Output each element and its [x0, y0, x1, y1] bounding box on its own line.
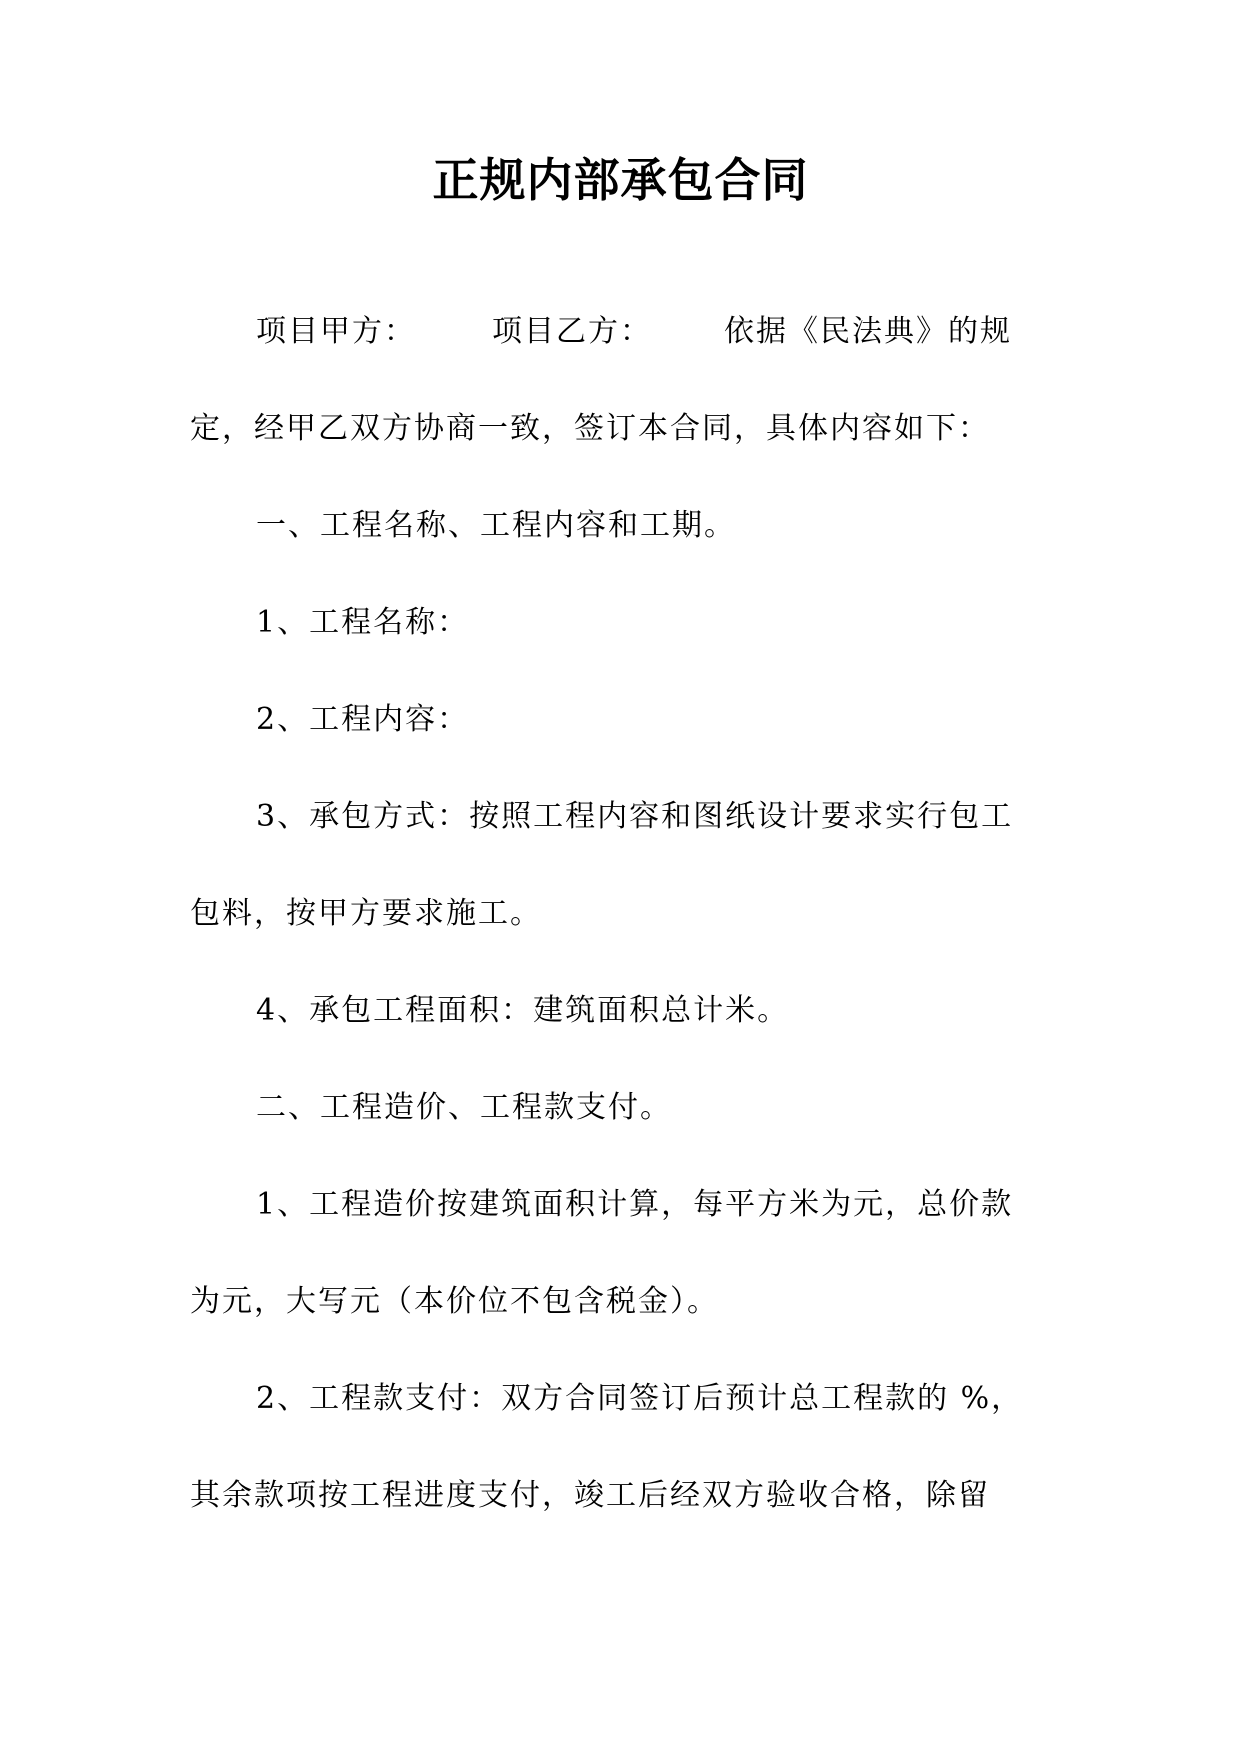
intro-line-1 [256, 312, 1012, 352]
project-cost-line-1: 1、工程造价按建筑面积计算，每平方米为元，总价款 [256, 1187, 1014, 1222]
project-cost-line-2: 为元，大写元（本价位不包含税金）。 [190, 1284, 719, 1319]
party-a-label: 项目甲方： [256, 314, 416, 349]
payment-line-2: 其余款项按工程进度支付，竣工后经双方验收合格，除留 [190, 1478, 990, 1513]
legal-basis-start: 依据《民法典》的规 [724, 314, 1012, 349]
contract-area-item: 4、承包工程面积：建筑面积总计米。 [256, 993, 790, 1028]
project-content-item: 2、工程内容： [256, 702, 470, 737]
party-b-label: 项目乙方： [492, 314, 652, 349]
section-1-heading: 一、工程名称、工程内容和工期。 [256, 508, 736, 543]
project-name-item: 1、工程名称： [256, 605, 470, 640]
contract-method-line-2: 包料，按甲方要求施工。 [190, 896, 542, 931]
document-title: 正规内部承包合同 [432, 153, 809, 207]
payment-line-1: 2、工程款支付：双方合同签订后预计总工程款的 %， [256, 1381, 1024, 1416]
section-2-heading: 二、工程造价、工程款支付。 [256, 1090, 672, 1125]
contract-method-line-1: 3、承包方式：按照工程内容和图纸设计要求实行包工 [256, 799, 1014, 834]
intro-line-2: 定，经甲乙双方协商一致，签订本合同，具体内容如下： [190, 411, 990, 446]
